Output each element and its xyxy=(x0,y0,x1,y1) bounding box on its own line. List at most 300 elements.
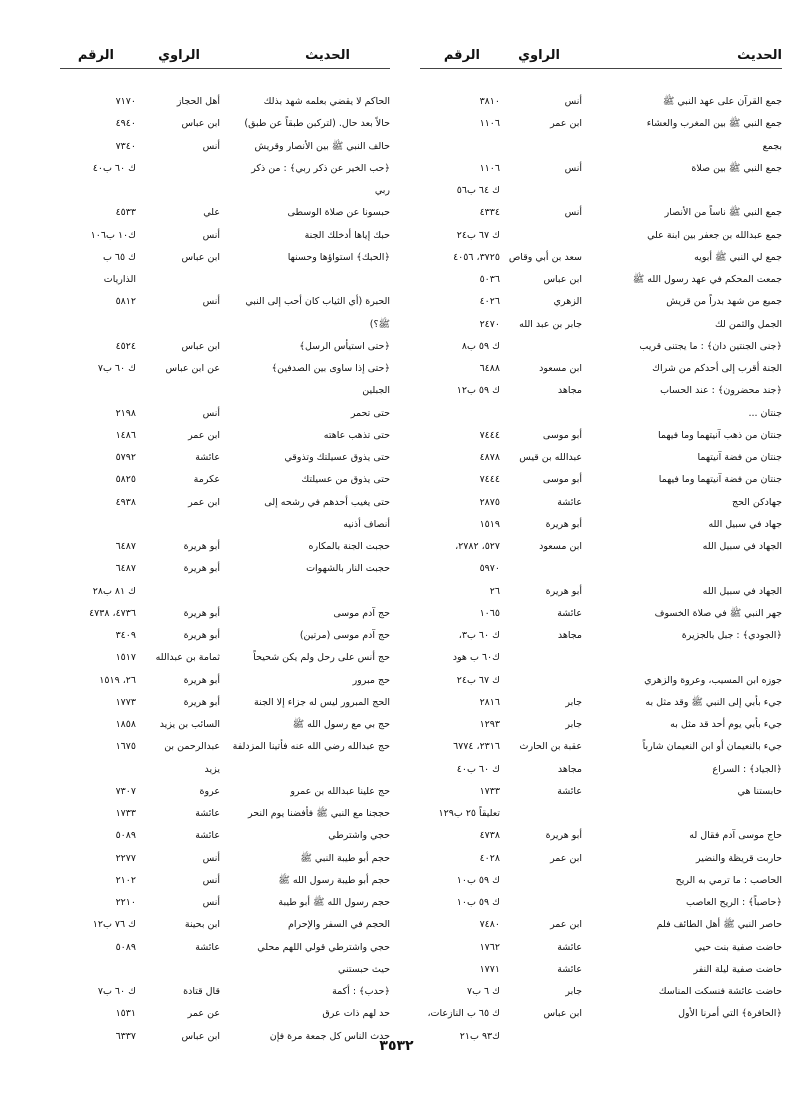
index-row xyxy=(60,447,390,469)
narrator-text: عن عمر xyxy=(187,1008,220,1020)
reference-number: ١٨٥٨ xyxy=(115,719,136,730)
right-column-rows xyxy=(420,91,782,1048)
narrator-text: جابر بن عبد الله xyxy=(519,318,582,330)
reference-number: ٣٨١٠ xyxy=(479,96,500,107)
hadith-text: ﴿حب الخير عن ذكر ربي﴾ : من ذكر xyxy=(251,162,390,174)
hadith-text: جمعت المحكم في عهد رسول الله ﷺ xyxy=(632,274,782,285)
narrator-text: مجاهد xyxy=(557,385,582,397)
narrator-text: عقبة بن الحارث xyxy=(519,741,582,753)
index-row xyxy=(60,202,390,224)
index-row xyxy=(60,803,390,825)
narrator-text: عائشة xyxy=(195,808,220,819)
index-row xyxy=(60,892,390,914)
index-row xyxy=(60,603,390,625)
index-row xyxy=(60,403,390,425)
reference-number: ك١٠ ب١٠٦ xyxy=(90,229,136,241)
index-row xyxy=(60,269,390,291)
reference-number: ٢٣١٦، ٦٧٧٤ xyxy=(453,741,500,753)
index-row xyxy=(420,136,782,158)
reference-number: ٥٠٨٩ xyxy=(115,830,136,842)
index-row xyxy=(60,647,390,669)
narrator-text: عائشة xyxy=(195,941,220,953)
index-row xyxy=(420,959,782,981)
index-row xyxy=(420,714,782,736)
right-column-header xyxy=(420,44,782,68)
reference-number: ك ٦٠ ب٧ xyxy=(97,986,136,997)
reference-number: ٥٨٢٥ xyxy=(115,474,136,486)
hadith-text: الحبرة (أي الثياب كان أحب إلى النبي xyxy=(245,296,390,308)
index-row xyxy=(60,113,390,135)
hadith-text: جيء بأبي إلى النبي ﷺ وقد مثل به xyxy=(645,696,782,708)
header-rule xyxy=(420,68,782,69)
index-row xyxy=(60,492,390,514)
index-row xyxy=(60,714,390,736)
narrator-header: الراوي xyxy=(158,48,200,63)
index-row xyxy=(420,892,782,914)
narrator-header: الراوي xyxy=(518,48,560,63)
hadith-text: حج آدم موسى (مرتين) xyxy=(299,630,390,641)
index-row xyxy=(420,825,782,847)
reference-number: ٢٨٧٥ xyxy=(479,496,500,508)
index-row xyxy=(60,180,390,202)
index-row xyxy=(60,425,390,447)
reference-number: ٧٤٤٤ xyxy=(479,429,500,441)
hadith-text: جهادكن الحج xyxy=(732,496,782,508)
hadith-text: جمع القرآن على عهد النبي ﷺ xyxy=(662,96,782,107)
reference-number: ك ٦٠ ب٤٠ xyxy=(456,763,500,775)
hadith-text: جنتان من ذهب آنيتهما وما فيهما xyxy=(658,429,782,441)
index-row xyxy=(420,692,782,714)
index-row xyxy=(420,469,782,491)
index-row xyxy=(420,670,782,692)
index-row xyxy=(60,625,390,647)
hadith-text: حتى يذوق من عسيلتك xyxy=(301,474,390,486)
index-row xyxy=(60,558,390,580)
index-row xyxy=(60,358,390,380)
index-row xyxy=(420,269,782,291)
index-row xyxy=(420,447,782,469)
narrator-text: ابن عمر xyxy=(188,496,220,508)
index-row xyxy=(60,825,390,847)
narrator-text: علي xyxy=(203,207,220,219)
hadith-text: الحج المبرور ليس له جزاء إلا الجنة xyxy=(254,696,390,708)
reference-number: ك ٨١ ب٢٨ xyxy=(92,585,136,597)
hadith-text: حج علينا عبدالله بن عمرو xyxy=(290,785,390,797)
narrator-text: يزيد xyxy=(204,763,220,775)
hadith-text: حج مبرور xyxy=(352,674,390,686)
narrator-text: عائشة xyxy=(557,607,582,619)
hadith-text: حدث الناس كل جمعة مرة فإن xyxy=(269,1030,390,1042)
narrator-text: عائشة xyxy=(195,830,220,842)
hadith-text: جهر النبي ﷺ في صلاة الخسوف xyxy=(654,607,782,619)
reference-number: ك٩٣ ب٢١ xyxy=(459,1030,500,1042)
hadith-text: ﴿حاصباً﴾ : الريح العاصب xyxy=(686,897,782,908)
hadith-text: حابستنا هي xyxy=(737,785,782,797)
hadith-text: جميع من شهد بدراً من قريش xyxy=(666,296,782,308)
narrator-text: أبو هريرة xyxy=(183,696,220,708)
hadith-text: ﴿حتى إذا ساوى بين الصدفين﴾ xyxy=(271,363,390,374)
reference-number: ٤٥٢٤ xyxy=(115,340,136,352)
hadith-text: حاصر النبي ﷺ أهل الطائف فلم xyxy=(656,919,782,931)
hadith-text: حالف النبي ﷺ بين الأنصار وقريش xyxy=(254,140,390,152)
reference-number: ٤٠٢٦ xyxy=(479,296,500,308)
hadith-text: حجم أبو طيبة رسول الله ﷺ xyxy=(278,874,390,886)
narrator-text: عكرمة xyxy=(193,474,220,486)
index-row xyxy=(420,848,782,870)
reference-number: ٢١٠٢ xyxy=(115,874,136,886)
hadith-text: جمع النبي ﷺ بين المغرب والعشاء xyxy=(646,118,782,130)
narrator-text: أبو هريرة xyxy=(183,541,220,552)
index-row xyxy=(420,314,782,336)
left-column-rows xyxy=(60,91,390,1048)
hadith-text: الحجم في السفر والإحرام xyxy=(288,919,390,931)
hadith-text: ﴿الحافرة﴾ التي أمرنا الأول xyxy=(678,1008,782,1020)
narrator-text: أنس xyxy=(564,207,582,219)
reference-number: ٢٨١٦ xyxy=(479,696,500,708)
reference-number: ٧١٧٠ xyxy=(115,96,136,107)
hadith-text: حتى يغيب أحدهم في رشحه إلى xyxy=(264,496,390,508)
hadith-text: جوزه ابن المسيب، وعروة والزهري xyxy=(644,674,782,686)
narrator-text: قال قتادة xyxy=(183,986,220,997)
hadith-text: حجي واشترطي قولي اللهم محلي xyxy=(257,941,390,953)
narrator-text: عن ابن عباس xyxy=(165,363,220,374)
hadith-text: جمع عبدالله بن جعفر بين ابنة علي xyxy=(647,229,782,241)
narrator-text: ابن عمر xyxy=(550,118,582,130)
hadith-text: حج أنس على رحل ولم يكن شحيحاً xyxy=(253,652,390,664)
narrator-text: ابن مسعود xyxy=(539,541,582,552)
hadith-text: الحاكم لا يقضي بعلمه شهد بذلك xyxy=(263,96,390,107)
narrator-text: ابن عباس xyxy=(181,118,220,130)
index-row xyxy=(60,91,390,113)
narrator-text: أنس xyxy=(202,897,220,908)
reference-number: ١٦٧٥ xyxy=(115,741,136,753)
reference-number: ٣٧٢٥، ٤٠٥٦ xyxy=(453,251,500,263)
narrator-text: السائب بن يزيد xyxy=(159,719,220,730)
reference-number: ٥٠٣٦ xyxy=(479,274,500,285)
left-column xyxy=(60,44,390,1042)
reference-number: ٥٨١٢ xyxy=(115,296,136,308)
hadith-text: ﴿الجودي﴾ : جبل بالجزيرة xyxy=(681,630,782,641)
reference-number: ٣٤٠٩ xyxy=(115,630,136,641)
reference-number: ١١٠٦ xyxy=(479,162,500,174)
narrator-text: أنس xyxy=(202,874,220,886)
hadith-text: ربي xyxy=(374,185,390,196)
reference-number: ٧٤٤٤ xyxy=(479,474,500,486)
reference-number: ١٠٦٥ xyxy=(479,607,500,619)
index-row xyxy=(420,158,782,180)
index-row xyxy=(420,870,782,892)
narrator-text: أنس xyxy=(202,140,220,152)
hadith-text: جيء بأبي يوم أحد قد مثل به xyxy=(670,719,782,730)
page-number: ٣٥٣٢ xyxy=(379,1038,414,1054)
index-row xyxy=(60,670,390,692)
index-row xyxy=(420,759,782,781)
reference-number: ١٥٣١ xyxy=(115,1008,136,1020)
reference-number: ١٧٧٣ xyxy=(115,696,136,708)
narrator-text: مجاهد xyxy=(557,630,582,641)
hadith-text: جنتان ... xyxy=(748,407,782,419)
narrator-text: ابن عباس xyxy=(543,274,582,285)
index-row xyxy=(420,536,782,558)
reference-number: ك ٥٩ ب١٠ xyxy=(456,897,500,908)
index-row xyxy=(420,91,782,113)
index-row xyxy=(60,959,390,981)
reference-number: تعليقاً ٢٥ ب١٢٩ xyxy=(438,808,500,819)
narrator-text: ابن عباس xyxy=(543,1008,582,1020)
reference-number: ٥٩٧٠ xyxy=(479,563,500,575)
hadith-text: حجبت النار بالشهوات xyxy=(306,563,390,575)
narrator-text: عائشة xyxy=(557,496,582,508)
narrator-text: أنس xyxy=(202,852,220,864)
hadith-text: الجهاد في سبيل الله xyxy=(702,585,782,597)
narrator-text: ابن عمر xyxy=(550,852,582,864)
hadith-text: حج آدم موسى xyxy=(333,607,390,619)
reference-number: ١٤٨٦ xyxy=(115,429,136,441)
index-row xyxy=(420,247,782,269)
reference-number: ك ٥٩ ب١٠ xyxy=(456,874,500,886)
number-header: الرقم xyxy=(77,48,114,63)
hadith-text: جنتان من فضة آنيتهما وما فيهما xyxy=(658,474,782,486)
reference-number: ١٧٣٣ xyxy=(115,808,136,819)
hadith-text: ﴿الجياد﴾ : السراع xyxy=(712,763,782,775)
hadith-header: الحديث xyxy=(737,48,782,63)
hadith-text: حججنا مع النبي ﷺ فأفضنا يوم النحر xyxy=(247,808,390,819)
reference-number: ٤٩٤٠ xyxy=(115,118,136,130)
narrator-text: مجاهد xyxy=(557,763,582,775)
index-row xyxy=(420,937,782,959)
narrator-text: سعد بن أبي وقاص xyxy=(508,251,582,263)
reference-number: ك ٦٥ ب xyxy=(102,251,136,263)
reference-number: ك ٦٠ ب٧ xyxy=(97,363,136,374)
narrator-text: الزهري xyxy=(553,296,582,308)
hadith-text: حتى يذوق عسيلتك وتذوقي xyxy=(284,452,390,463)
hadith-text: حالاً بعد حال. (لتركبن طبقاً عن طبق) xyxy=(244,118,390,130)
hadith-text: حجم أبو طيبة النبي ﷺ xyxy=(300,852,390,864)
index-row xyxy=(420,803,782,825)
index-row xyxy=(420,736,782,758)
narrator-text: جابر xyxy=(565,696,582,708)
narrator-text: عائشة xyxy=(195,452,220,463)
hadith-text: جمع لي النبي ﷺ أبويه xyxy=(694,251,782,263)
hadith-text: ﴿حدب﴾ : أكمة xyxy=(332,986,390,997)
reference-number: ٧٣٤٠ xyxy=(115,140,136,152)
index-row xyxy=(60,759,390,781)
narrator-text: أبو هريرة xyxy=(545,585,582,597)
hadith-text: حجبت الجنة بالمكاره xyxy=(308,541,390,552)
index-row xyxy=(420,492,782,514)
hadith-text: الجهاد في سبيل الله xyxy=(702,541,782,552)
hadith-text: حتى تحمر xyxy=(350,407,390,419)
hadith-text: الجنة أقرب إلى أحدكم من شراك xyxy=(652,363,782,374)
reference-number: ٥٢٧، ٢٧٨٢، xyxy=(455,541,500,552)
reference-number: ٤٣٣٤ xyxy=(479,207,500,219)
narrator-text: أبو موسى xyxy=(542,474,582,486)
index-row xyxy=(60,781,390,803)
index-row xyxy=(420,558,782,580)
hadith-text: ﴿حتى استيأس الرسل﴾ xyxy=(299,340,390,352)
index-row xyxy=(420,914,782,936)
narrator-text: أبو هريرة xyxy=(545,518,582,530)
hadith-text: جمع النبي ﷺ ناساً من الأنصار xyxy=(664,207,782,219)
index-row xyxy=(420,180,782,202)
narrator-text: عائشة xyxy=(557,785,582,797)
index-row xyxy=(60,469,390,491)
reference-number: ٥٠٨٩ xyxy=(115,941,136,953)
hadith-text: بجمع xyxy=(762,140,782,152)
reference-number: ك ٦٠ ب٣، xyxy=(458,630,500,641)
narrator-text: أبو موسى xyxy=(542,429,582,441)
index-row xyxy=(420,225,782,247)
hadith-text: جهاد في سبيل الله xyxy=(708,518,782,530)
reference-number: ك ٦٥ ب النازعات، xyxy=(427,1008,500,1020)
reference-number: ١٥١٩ xyxy=(479,518,500,530)
narrator-text: أنس xyxy=(564,162,582,174)
reference-number: ك ٦ ب٧ xyxy=(466,986,500,997)
index-row xyxy=(60,870,390,892)
hadith-text: ﷺ؟) xyxy=(369,318,390,330)
reference-number: ١٥١٧ xyxy=(115,652,136,664)
reference-number: ك ٥٩ ب٨ xyxy=(461,340,500,352)
hadith-text: جمع النبي ﷺ بين صلاة xyxy=(691,162,782,174)
index-row xyxy=(60,336,390,358)
index-row xyxy=(420,425,782,447)
index-row xyxy=(420,380,782,402)
hadith-text: حاضت صفية بنت حيي xyxy=(694,941,782,953)
index-row xyxy=(420,291,782,313)
reference-number: ٧٣٠٧ xyxy=(115,785,136,797)
index-row xyxy=(420,113,782,135)
reference-number: ٧٤٨٠ xyxy=(479,919,500,931)
index-row xyxy=(60,380,390,402)
hadith-text: حبسونا عن صلاة الوسطى xyxy=(287,207,390,219)
reference-number: ٢٦ xyxy=(489,585,500,597)
narrator-text: عبدالرحمن بن xyxy=(164,741,220,753)
hadith-text: ﴿الحبك﴾ استواؤها وحسنها xyxy=(287,251,390,263)
narrator-text: ابن عباس xyxy=(181,1030,220,1042)
index-row xyxy=(420,358,782,380)
reference-number: ك ٦٧ ب٢٤ xyxy=(456,229,500,241)
reference-number: الذاريات xyxy=(103,274,136,285)
hadith-text: حيث حبستني xyxy=(338,963,390,975)
reference-number: ٦٤٨٧ xyxy=(115,541,136,552)
index-row xyxy=(60,848,390,870)
narrator-text: ابن عمر xyxy=(550,919,582,931)
reference-number: ٥٧٩٢ xyxy=(115,452,136,463)
reference-number: ك ٦٧ ب٢٤ xyxy=(456,674,500,686)
reference-number: ٢٦، ١٥١٩ xyxy=(99,674,136,686)
index-row xyxy=(420,514,782,536)
reference-number: ١٧٧١ xyxy=(479,963,500,975)
narrator-text: أبو هريرة xyxy=(183,630,220,641)
narrator-text: أهل الحجاز xyxy=(176,96,220,107)
narrator-text: عائشة xyxy=(557,963,582,975)
index-row xyxy=(60,581,390,603)
reference-number: ١١٠٦ xyxy=(479,118,500,130)
reference-number: ٤٧٣٦، ٤٧٣٨ xyxy=(89,607,136,619)
reference-number: ك ٧٦ ب١٢ xyxy=(92,919,136,931)
narrator-text: أبو هريرة xyxy=(183,563,220,575)
narrator-text: أنس xyxy=(202,407,220,419)
index-row xyxy=(60,692,390,714)
reference-number: ٤٥٣٣ xyxy=(115,207,136,219)
reference-number: ٦٤٨٨ xyxy=(479,363,500,374)
hadith-text: حد لهم ذات عرق xyxy=(322,1008,390,1020)
narrator-text: عروة xyxy=(199,785,220,797)
hadith-text: الحاصب : ما ترمي به الريح xyxy=(675,874,782,886)
index-row xyxy=(60,937,390,959)
index-row xyxy=(420,403,782,425)
hadith-text: حجي واشترطي xyxy=(328,830,390,842)
index-row xyxy=(420,202,782,224)
hadith-text: حتى تذهب عاهته xyxy=(323,429,390,441)
narrator-text: أبو هريرة xyxy=(545,830,582,842)
narrator-text: أبو هريرة xyxy=(183,674,220,686)
narrator-text: ابن مسعود xyxy=(539,363,582,374)
index-row xyxy=(420,581,782,603)
reference-number: ٤٧٣٨ xyxy=(479,830,500,842)
reference-number: ك ٦٤ ب٥٦ xyxy=(456,185,500,196)
hadith-text: حج بي مع رسول الله ﷺ xyxy=(292,719,390,730)
narrator-text: عائشة xyxy=(557,941,582,953)
index-row xyxy=(420,336,782,358)
hadith-text: جنتان من فضة آنيتهما xyxy=(697,452,782,463)
hadith-text: حج عبدالله رضي الله عنه فأتينا المزدلفة xyxy=(232,741,390,753)
index-row xyxy=(60,981,390,1003)
reference-number: ٢٢١٠ xyxy=(115,897,136,908)
index-row xyxy=(60,291,390,313)
reference-number: ك ٥٩ ب١٢ xyxy=(456,385,500,397)
index-row xyxy=(420,647,782,669)
index-row xyxy=(60,536,390,558)
index-row xyxy=(420,1003,782,1025)
reference-number: ٤٨٧٨ xyxy=(479,452,500,463)
hadith-text: حاضت عائشة فنسكت المناسك xyxy=(658,986,782,997)
index-row xyxy=(420,781,782,803)
number-header: الرقم xyxy=(443,48,480,63)
header-rule xyxy=(60,68,390,69)
narrator-text: عبدالله بن قيس xyxy=(519,452,582,463)
reference-number: ٢١٩٨ xyxy=(115,407,136,419)
reference-number: ٢٢٧٧ xyxy=(115,852,136,864)
hadith-text: جيء بالنعيمان أو ابن النعيمان شارباً xyxy=(642,741,782,753)
hadith-text: أنصاف أذنيه xyxy=(343,518,390,530)
narrator-text: ابن عمر xyxy=(188,429,220,441)
reference-number: ٢٤٧٠ xyxy=(479,318,500,330)
narrator-text: ثمامة بن عبدالله xyxy=(155,652,220,664)
narrator-text: ابن بحينة xyxy=(184,919,220,931)
hadith-text: ﴿جنى الجنتين دان﴾ : ما يجتنى قريب xyxy=(639,340,782,352)
hadith-text: حاضت صفية ليلة النفر xyxy=(693,963,782,975)
reference-number: ك ٦٠ ب٤٠ xyxy=(92,162,136,174)
narrator-text: أنس xyxy=(564,96,582,107)
index-row xyxy=(60,314,390,336)
index-row xyxy=(60,136,390,158)
reference-number: ٦٣٣٧ xyxy=(115,1030,136,1042)
right-column xyxy=(420,44,782,1042)
narrator-text: أنس xyxy=(202,296,220,308)
index-row xyxy=(60,1003,390,1025)
left-column-header xyxy=(60,44,390,68)
hadith-text: حاربت قريظة والنضير xyxy=(695,852,782,864)
hadith-text: حبك إياها أدخلك الجنة xyxy=(304,229,390,241)
hadith-text: حاج موسى آدم فقال له xyxy=(689,830,782,842)
narrator-text: ابن عباس xyxy=(181,340,220,352)
reference-number: ٦٤٨٧ xyxy=(115,563,136,575)
narrator-text: ابن عباس xyxy=(181,251,220,263)
narrator-text: أبو هريرة xyxy=(183,607,220,619)
index-row xyxy=(60,736,390,758)
narrator-text: جابر xyxy=(565,986,582,997)
